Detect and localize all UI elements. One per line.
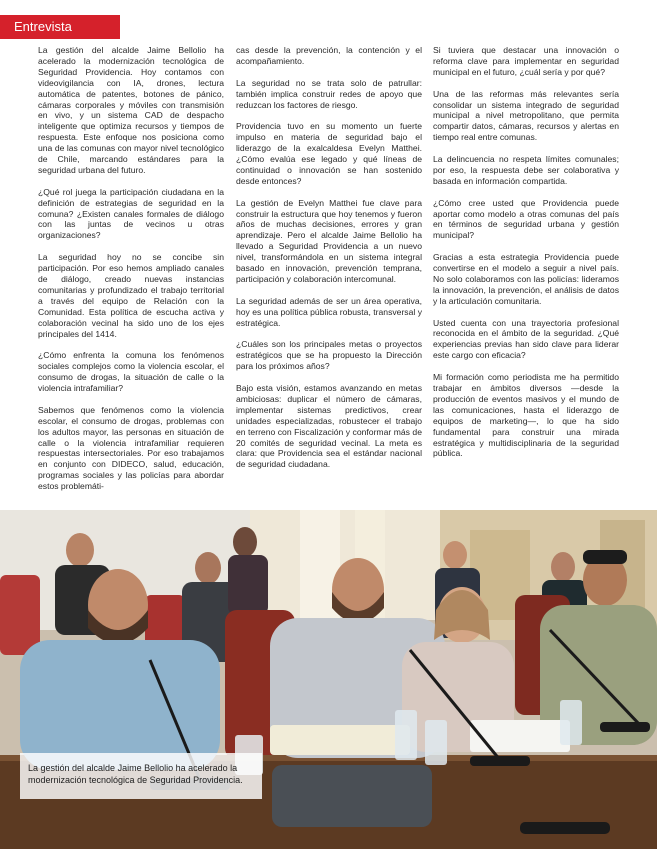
- paragraph: La delincuencia no respeta límites comunales; por eso, la respuesta debe ser colaborativa y basada en información compartida.: [433, 154, 619, 186]
- paragraph: Bajo esta visión, estamos avanzando en metas ambiciosas: duplicar el número de cámaras, implementar sistemas predictivos, crear unidades especializadas, robustecer el trabajo en terreno con Fiscalización y conformar más de 20 comités de seguridad vecinal. La meta es clara: que Providencia sea el estándar nacional de seguridad ciudadana.: [236, 383, 422, 470]
- paragraph: Gracias a esta estrategia Providencia puede convertirse en el modelo a seguir a nivel país. No solo colaboramos con las policías: lideramos la innovación, la prevención, el análisis de datos y la articulación comunitaria.: [433, 252, 619, 306]
- paragraph: Una de las reformas más relevantes sería consolidar un sistema integrado de seguridad municipal a nivel metropolitano, que permita compartir datos, cámaras, recursos y alertas en tiempo real entre comunas.: [433, 88, 619, 143]
- section-tag: [0, 15, 120, 39]
- paragraph: La gestión del alcalde Jaime Bellolio ha acelerado la modernización tecnológica de Seguridad Providencia. Hoy contamos con videovigilancia con IA, drones, lectura automática de patentes, botones de pánico, cámaras corporales y móviles con transmisión en vivo, y un sistema CAD de despacho inteligente que optimiza recursos y tiempos de respuesta. Este enfoque nos posiciona como una de las comunas con mayor nivel tecnológico de Chile, marcando estándares para la seguridad urbana del futuro.: [38, 45, 224, 175]
- paragraph: ¿Cuáles son los principales metas o proyectos estratégicos que se ha propuesto la Dirección para los próximos años?: [236, 339, 422, 372]
- paragraph: Providencia tuvo en su momento un fuerte impulso en materia de seguridad bajo el liderazgo de la exalcaldesa Evelyn Matthei. ¿Cómo evalúa ese legado y qué líneas de continuidad o innovación se han sostenido desde entonces?: [236, 121, 422, 186]
- photo-caption: [20, 753, 262, 799]
- article-column-2: [236, 45, 422, 481]
- paragraph: La gestión de Evelyn Matthei fue clave para construir la estructura que hoy tenemos y fueron años de muchas decisiones, errores y gran aprendizaje. Pero el alcalde Jaime Bellolio ha llevado a Seguridad Providencia a un nuevo nivel, transformándola en un sistema integral basado en innovación, prevención temprana, participación y colaboración intercomunal.: [236, 197, 422, 284]
- paragraph: ¿Cómo cree usted que Providencia puede aportar como modelo a otras comunas del país en términos de seguridad urbana y gestión municipal?: [433, 197, 619, 241]
- photo-caption-text: La gestión del alcalde Jaime Bellolio ha acelerado la modernización tecnológica de Seguridad Providencia.: [28, 763, 243, 785]
- article-column-1: [38, 45, 224, 503]
- paragraph: La seguridad además de ser un área operativa, hoy es una política pública robusta, transversal y estratégica.: [236, 295, 422, 328]
- section-label: Entrevista: [14, 19, 72, 34]
- paragraph: ¿Qué rol juega la participación ciudadana en la definición de estrategias de seguridad en la comuna? ¿Existen canales formales de diálogo con las juntas de vecinos u otras organizaciones?: [38, 186, 224, 241]
- paragraph: Usted cuenta con una trayectoria profesional reconocida en el ámbito de la seguridad. ¿Qué experiencias previas han sido clave para liderar este cargo con eficacia?: [433, 317, 619, 361]
- paragraph: Mi formación como periodista me ha permitido trabajar en ámbitos diversos —desde la producción de eventos masivos y el mundo de las comunicaciones, hasta el liderazgo de equipos de marketing—, lo que ha sido fundamental para construir una mirada estratégica y multidisciplinaria de la seguridad pública.: [433, 372, 619, 459]
- paragraph: La seguridad no se trata solo de patrullar: también implica construir redes de apoyo que reduzcan los factores de riesgo.: [236, 77, 422, 110]
- paragraph: cas desde la prevención, la contención y el acompañamiento.: [236, 45, 422, 66]
- paragraph: ¿Cómo enfrenta la comuna los fenómenos sociales complejos como la violencia escolar, el consumo de drogas, la situación de calle o la violencia intrafamiliar?: [38, 350, 224, 394]
- paragraph: Sabemos que fenómenos como la violencia escolar, el consumo de drogas, problemas con los adultos mayor, las personas en situación de calle o la violencia intrafamiliar requieren respuestas intersectoriales. Por eso trabajamos en conjunto con DIDECO, salud, educación, programas sociales y las policías para abordar estos problemáti-: [38, 404, 224, 492]
- paragraph: La seguridad hoy no se concibe sin participación. Por eso hemos ampliado canales de diálogo, creado nuevas instancias comunitarias y profundizado el trabajo territorial a través del equipo de Relación con la Comunidad. Esta política de escucha activa y colaboración vecinal ha sido uno de los ejes principales del 1414.: [38, 252, 224, 339]
- article-column-3: [433, 45, 619, 470]
- paragraph: Si tuviera que destacar una innovación o reforma clave para implementar en seguridad municipal en el futuro, ¿cuál sería y por qué?: [433, 45, 619, 77]
